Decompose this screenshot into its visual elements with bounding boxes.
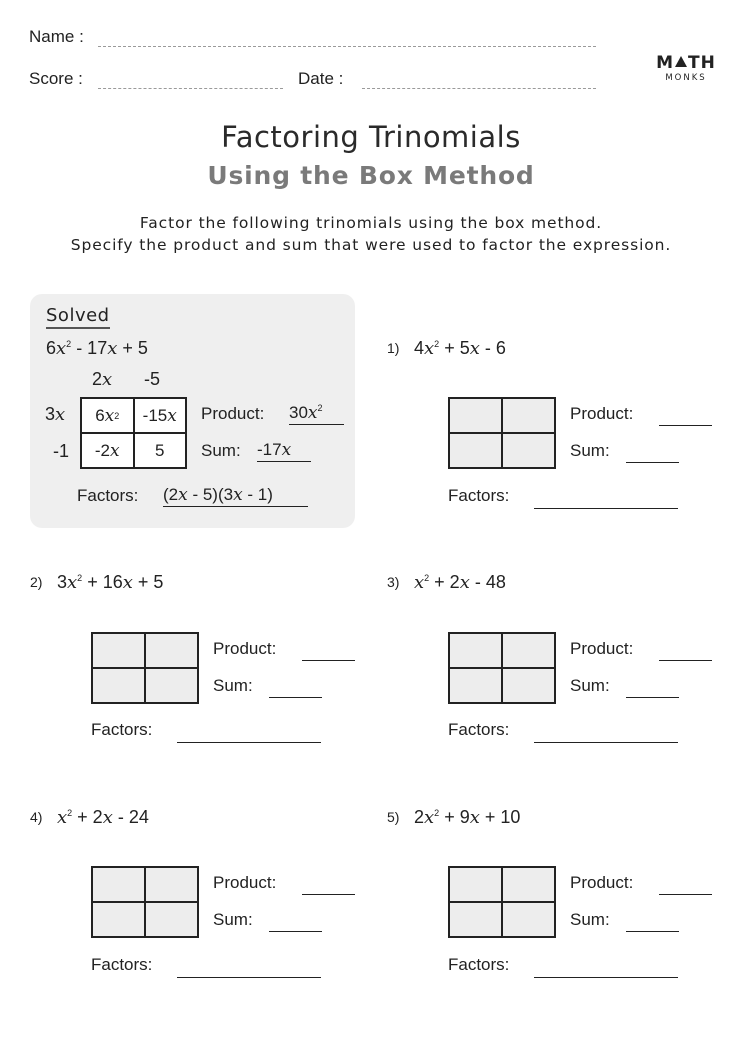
problem-5-factors-blank[interactable] (534, 977, 678, 978)
box-cell[interactable] (449, 867, 502, 902)
problem-3-product-label: Product: (570, 639, 634, 658)
problem-2-box-grid[interactable] (91, 632, 199, 704)
solved-cell: -2 x (81, 433, 134, 468)
problem-3-expression: $x^2 + 2x - 48$ (414, 572, 506, 593)
box-cell[interactable] (449, 902, 502, 937)
problem-5-sum-label: Sum: (570, 910, 610, 929)
date-label: Date : (298, 69, 344, 88)
problem-4-sum-label: Sum: (213, 910, 253, 929)
solved-product-label: Product: (201, 404, 265, 423)
problem-3-product-blank[interactable] (659, 660, 712, 661)
instruction-line-1: Factor the following trinomials using the box method. (139, 214, 603, 232)
problem-2-product-label: Product: (213, 639, 277, 658)
problem-1-product-blank[interactable] (659, 425, 712, 426)
box-cell[interactable] (145, 867, 198, 902)
solved-product-value: $30x^2$ (289, 403, 344, 425)
box-cell[interactable] (502, 398, 555, 433)
score-label: Score : (29, 69, 83, 88)
score-field[interactable] (98, 88, 283, 89)
logo-sub: MONKS (665, 73, 707, 83)
box-cell[interactable] (145, 633, 198, 668)
name-field[interactable] (98, 46, 596, 47)
solved-cell: -15 x (134, 398, 187, 433)
box-cell[interactable] (92, 902, 145, 937)
problem-2-factors-blank[interactable] (177, 742, 321, 743)
problem-2-factors-label: Factors: (91, 720, 153, 739)
solved-factors-label: Factors: (77, 486, 139, 505)
problem-1-expression: $4x^2 + 5x - 6$ (414, 338, 506, 359)
page-subtitle: Using the Box Method (207, 161, 535, 190)
problem-4-factors-label: Factors: (91, 955, 153, 974)
problem-3-number: 3) (387, 574, 400, 590)
box-cell[interactable] (502, 633, 555, 668)
problem-3-sum-label: Sum: (570, 676, 610, 695)
problem-1-factors-label: Factors: (448, 486, 510, 505)
problem-1-factors-blank[interactable] (534, 508, 678, 509)
page-title: Factoring Trinomials (221, 120, 521, 154)
solved-box-grid (80, 397, 187, 469)
solved-side-label-2: -1 (53, 441, 70, 461)
logo-wordmark: M TH (656, 53, 716, 73)
instruction-line-2: Specify the product and sum that were used to factor the expression. (70, 236, 672, 254)
solved-expression: $6x^2 - 17x + 5$ (46, 338, 148, 359)
box-cell[interactable] (92, 867, 145, 902)
box-cell[interactable] (145, 902, 198, 937)
box-cell[interactable] (502, 867, 555, 902)
box-cell[interactable] (92, 633, 145, 668)
problem-3-sum-blank[interactable] (626, 697, 679, 698)
problem-4-sum-blank[interactable] (269, 931, 322, 932)
solved-side-label-1: 3x (45, 404, 66, 425)
problem-4-product-blank[interactable] (302, 894, 355, 895)
box-cell[interactable] (449, 633, 502, 668)
solved-cell: 5 (134, 433, 187, 468)
date-field[interactable] (362, 88, 596, 89)
problem-4-factors-blank[interactable] (177, 977, 321, 978)
triangle-icon (675, 56, 687, 67)
problem-5-number: 5) (387, 809, 400, 825)
problem-5-product-blank[interactable] (659, 894, 712, 895)
box-cell[interactable] (449, 398, 502, 433)
box-cell[interactable] (502, 668, 555, 703)
solved-cell: 6 x 2 (81, 398, 134, 433)
box-cell[interactable] (502, 902, 555, 937)
problem-1-box-grid[interactable] (448, 397, 556, 469)
problem-2-sum-blank[interactable] (269, 697, 322, 698)
problem-3-box-grid[interactable] (448, 632, 556, 704)
problem-1-number: 1) (387, 340, 400, 356)
problem-3-factors-label: Factors: (448, 720, 510, 739)
problem-2-product-blank[interactable] (302, 660, 355, 661)
box-cell[interactable] (92, 668, 145, 703)
box-cell[interactable] (145, 668, 198, 703)
problem-1-product-label: Product: (570, 404, 634, 423)
problem-2-sum-label: Sum: (213, 676, 253, 695)
problem-2-expression: $3x^2 + 16x + 5$ (57, 572, 164, 593)
problem-3-factors-blank[interactable] (534, 742, 678, 743)
name-label: Name : (29, 27, 84, 46)
solved-sum-value: -17x (257, 440, 311, 462)
box-cell[interactable] (449, 433, 502, 468)
box-cell[interactable] (502, 433, 555, 468)
problem-5-expression: $2x^2 + 9x + 10$ (414, 807, 521, 828)
problem-5-box-grid[interactable] (448, 866, 556, 938)
problem-1-sum-blank[interactable] (626, 462, 679, 463)
solved-top-label-1: 2x (92, 369, 113, 390)
problem-2-number: 2) (30, 574, 43, 590)
box-cell[interactable] (449, 668, 502, 703)
problem-4-box-grid[interactable] (91, 866, 199, 938)
problem-5-product-label: Product: (570, 873, 634, 892)
problem-1-sum-label: Sum: (570, 441, 610, 460)
solved-factors-value: (2x - 5)(3x - 1) (163, 485, 308, 507)
problem-4-product-label: Product: (213, 873, 277, 892)
logo (656, 53, 716, 83)
solved-title: Solved (46, 305, 110, 329)
problem-4-expression: $x^2 + 2x - 24$ (57, 807, 149, 828)
solved-top-label-2: -5 (144, 369, 161, 389)
problem-5-factors-label: Factors: (448, 955, 510, 974)
solved-sum-label: Sum: (201, 441, 241, 460)
problem-4-number: 4) (30, 809, 43, 825)
problem-5-sum-blank[interactable] (626, 931, 679, 932)
